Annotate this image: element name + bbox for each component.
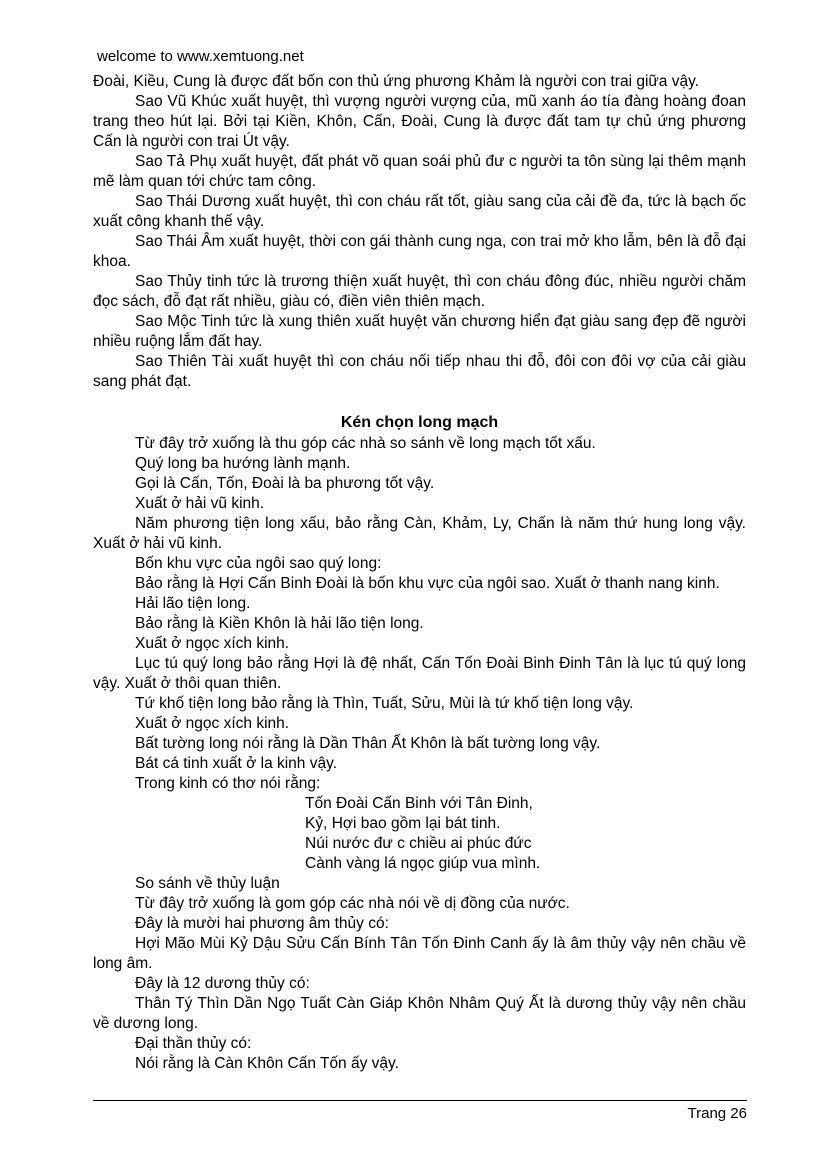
paragraph: Đây là mười hai phương âm thủy có: bbox=[135, 915, 389, 932]
paragraph: Sao Thiên Tài xuất huyệt thì con cháu nối tiếp nhau thi đỗ, đôi con đôi vợ của cải giàu sang phát đạt. bbox=[93, 353, 746, 390]
paragraph: Trong kinh có thơ nói rằng: bbox=[135, 775, 321, 792]
poem-line: Tốn Đoài Cấn Binh với Tân Đinh, bbox=[305, 795, 533, 812]
paragraph: Đại thần thủy có: bbox=[135, 1035, 252, 1052]
paragraph: Quý long ba hướng lành mạnh. bbox=[135, 455, 351, 472]
paragraph: Bảo rằng là Kiền Khôn là hải lão tiện long. bbox=[135, 615, 424, 632]
paragraph: Bảo rằng là Hợi Cấn Binh Đoài là bốn khu vực của ngôi sao. Xuất ở thanh nang kinh. bbox=[135, 575, 720, 592]
paragraph: Xuất ở ngọc xích kinh. bbox=[135, 715, 290, 732]
paragraph: Bốn khu vực của ngôi sao quý long: bbox=[135, 555, 382, 572]
paragraph: Từ đây trở xuống là thu góp các nhà so sánh về long mạch tốt xấu. bbox=[135, 435, 596, 452]
paragraph: Sao Thái Dương xuất huyệt, thì con cháu rất tốt, giàu sang của cải đề đa, tức là bạch ốc xuất công khanh thế vậy. bbox=[93, 193, 746, 230]
poem-line: Cành vàng lá ngọc giúp vua mình. bbox=[305, 855, 541, 872]
paragraph: Xuất ở hải vũ kinh. bbox=[135, 495, 265, 512]
page-number: Trang 26 bbox=[687, 1105, 747, 1122]
paragraph: Sao Mộc Tinh tức là xung thiên xuất huyệt văn chương hiển đạt giàu sang đẹp đẽ người nhiều ruộng lắm đất hay. bbox=[93, 313, 746, 350]
paragraph: Hải lão tiện long. bbox=[135, 595, 251, 612]
paragraph: So sánh về thủy luận bbox=[135, 875, 280, 892]
paragraph: Sao Thái Âm xuất huyệt, thời con gái thành cung nga, con trai mở kho lẫm, bên là đỗ đại khoa. bbox=[93, 233, 746, 270]
poem-block bbox=[305, 794, 746, 874]
paragraph: Lục tú quý long bảo rằng Hợi là đệ nhất, Cấn Tốn Đoài Binh Đinh Tân là lục tú quý long vậy. Xuất ở thôi quan thiên. bbox=[93, 655, 746, 692]
site-watermark: welcome to www.xemtuong.net bbox=[97, 48, 304, 65]
paragraph: Đây là 12 dương thủy có: bbox=[135, 975, 310, 992]
paragraph: Gọi là Cấn, Tốn, Đoài là ba phương tốt vậy. bbox=[135, 475, 435, 492]
section-heading: Kén chọn long mạch bbox=[340, 414, 499, 431]
paragraph: Năm phương tiện long xấu, bảo rằng Càn, Khảm, Ly, Chấn là năm thứ hung long vậy. Xuất ở hải vũ kinh. bbox=[93, 515, 746, 552]
paragraph: Sao Thủy tinh tức là trương thiện xuất huyệt, thì con cháu đông đúc, nhiều người chăm đọc sách, đỗ đạt rất nhiều, giàu có, điền viên thiên mạch. bbox=[93, 273, 746, 310]
footer-divider bbox=[93, 1100, 747, 1101]
paragraph: Từ đây trở xuống là gom góp các nhà nói về dị đồng của nước. bbox=[135, 895, 570, 912]
paragraph: Nói rằng là Càn Khôn Cấn Tốn ấy vậy. bbox=[135, 1055, 399, 1072]
paragraph: Đoài, Kiều, Cung là được đất bốn con thủ ứng phương Khảm là người con trai giữa vậy. bbox=[93, 73, 699, 90]
paragraph: Bất tường long nói rằng là Dần Thân Ất Khôn là bất tường long vậy. bbox=[135, 735, 601, 752]
paragraph: Bát cá tinh xuất ở la kinh vậy. bbox=[135, 755, 338, 772]
document-body bbox=[93, 72, 746, 1074]
paragraph: Hợi Mão Mùi Kỷ Dậu Sửu Cấn Bính Tân Tốn Đinh Canh ấy là âm thủy vậy nên chầu về long âm. bbox=[93, 935, 746, 972]
paragraph: Sao Tả Phụ xuất huyệt, đất phát võ quan soái phủ đư c người ta tôn sùng lại thêm mạnh mẽ làm quan tới chức tam công. bbox=[93, 153, 746, 190]
paragraph: Sao Vũ Khúc xuất huyệt, thì vượng người vượng của, mũ xanh áo tía đàng hoàng đoan trang theo hút lại. Bởi tại Kiền, Khôn, Cấn, Đoài, Cung là được đất tam tự chủ ứng phương Cấn là người con trai Út vậy. bbox=[93, 93, 746, 150]
paragraph: Thân Tý Thìn Dần Ngọ Tuất Càn Giáp Khôn Nhâm Quý Ất là dương thủy vậy nên chầu về dương long. bbox=[93, 995, 746, 1032]
poem-line: Núi nước đư c chiều ai phúc đức bbox=[305, 835, 532, 852]
paragraph: Tứ khố tiện long bảo rằng là Thìn, Tuất, Sửu, Mùi là tứ khố tiện long vậy. bbox=[135, 695, 634, 712]
poem-line: Kỷ, Hợi bao gồm lại bát tinh. bbox=[305, 815, 501, 832]
paragraph: Xuất ở ngọc xích kinh. bbox=[135, 635, 290, 652]
